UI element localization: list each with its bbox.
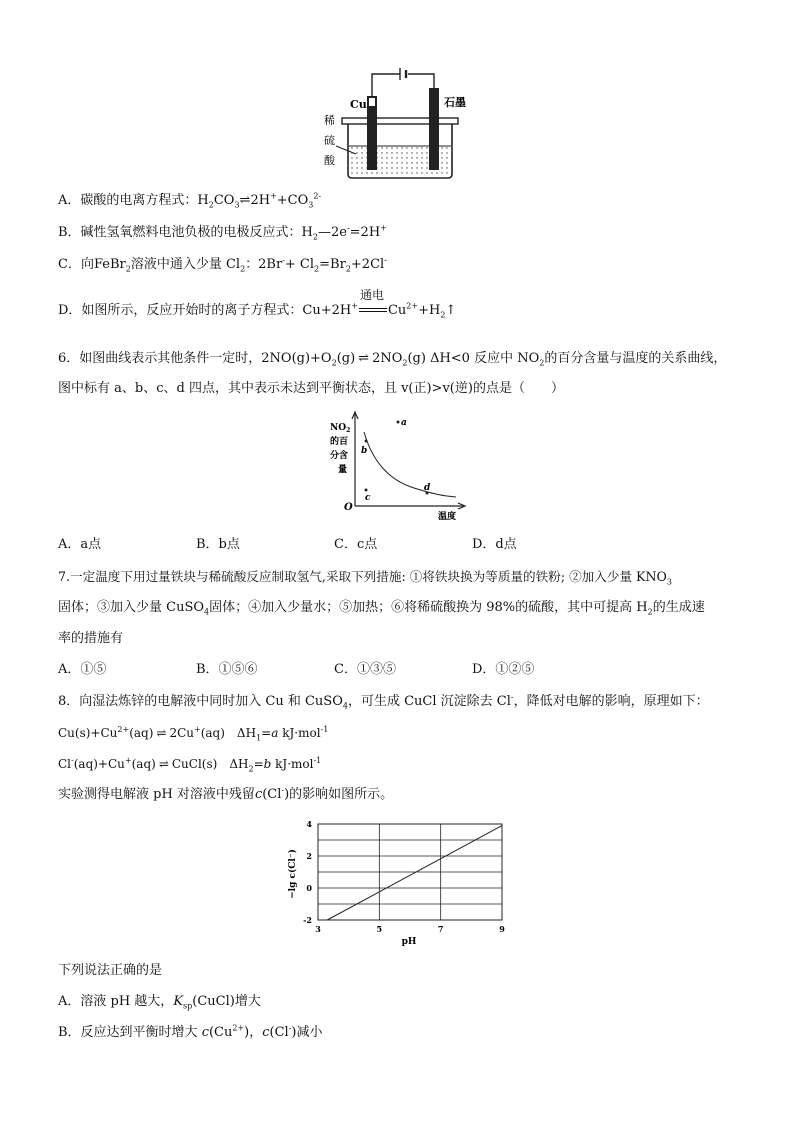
no2-curve (364, 432, 456, 497)
q6-stem-line1: 6．如图曲线表示其他条件一定时，$2NO(g)+O_2(g)$ ⇌ $2NO_2(g)$ ΔH<0 反应中 $NO_2$的百分含量与温度的关系曲线， (58, 351, 727, 368)
q8-stem-line4: 实验测得电解液 pH 对溶液中残留c(Cl-)的影响如图所示。 (58, 785, 394, 802)
q5-option-b: B．碱性氢氧燃料电池负极的电极反应式：$H_2—2e^-=2H^+$ (58, 223, 387, 242)
q7-option-d: D．①②⑤ (472, 662, 535, 677)
x-tick-label: 5 (376, 924, 383, 934)
graphite-label: 石墨 (444, 96, 466, 109)
q6-stem-line2: 图中标有 a、b、c、d 四点，其中表示未达到平衡状态，且 v(正)>v(逆)的点是（ ） (58, 381, 564, 396)
y-tick-label: 2 (306, 851, 312, 861)
q5-option-d: D．如图所示，反应开始时的离子方程式：Cu+2H+ 通电 $Cu^{2+}+H_2↑$ (58, 288, 457, 320)
q6-option-a: A．a点 (58, 537, 102, 552)
point-a-dot (397, 421, 400, 424)
x-tick-label: 7 (437, 924, 444, 934)
graphite-electrode (429, 88, 439, 170)
q7-stem-line3: 率的措施有 (58, 631, 124, 646)
electrolysis-condition: 通电 (358, 302, 388, 320)
chart-xlabel: pH (401, 937, 417, 947)
point-c-label: c (365, 493, 371, 503)
point-b-dot (365, 440, 368, 443)
q7-option-a: A．①⑤ (58, 662, 107, 677)
q7-stem-line1: 7.一定温度下用过量铁块与稀硫酸反应制取氢气,采取下列措施: ①将铁块换为等质量的铁粉; ②加入少量 $KNO_3$ (58, 569, 672, 587)
graph-ylabel-2: 的百 (330, 437, 349, 447)
y-tick-label: 4 (306, 819, 312, 829)
graph-ylabel-1: $NO_2$ (330, 423, 351, 434)
q5-option-c: C．向FeBr$_2$溶液中通入少量 $Cl_2$：$2Br^-+ Cl_2=Br_2+2Cl^-$ (58, 255, 387, 274)
graph-ylabel-4: 量 (338, 465, 348, 475)
q7-option-b: B．①⑤⑥ (196, 662, 258, 677)
q8-equation-2: Cl-(aq)+Cu+(aq) ⇌ CuCl(s) $\Delta H_2=b$ kJ·mol$^{-1}$ (58, 756, 322, 774)
q7-stem-line2: 固体；③加入少量 CuSO$_4$固体；④加入少量水；⑤加热；⑥将稀硫酸换为 98%的硫酸，其中可提高 $H_2$的生成速 (58, 600, 705, 617)
q6-option-c: C．c点 (334, 537, 378, 552)
q8-stem-line1: 8．向湿法炼锌的电解液中同时加入 Cu 和 CuSO$_4$，可生成 CuCl 沉淀除去 Cl-，降低对电解的影响，原理如下： (58, 692, 709, 711)
point-a-label: a (401, 418, 407, 428)
q8-option-b: B．反应达到平衡时增大 $c(Cu^{2+})$，c(Cl-)减小 (58, 1023, 323, 1040)
point-d-label: d (424, 483, 431, 493)
copper-electrode (367, 96, 377, 170)
point-b-label: b (361, 446, 368, 456)
graph-xlabel: 温度 (438, 512, 457, 522)
q6-option-d: D．d点 (472, 537, 517, 552)
point-c-dot (365, 489, 368, 492)
q5-option-a: A．碳酸的电离方程式：$H_2CO_3\rightleftharpoons 2H^++CO_3^{2-}$ (58, 191, 322, 210)
q8-equation-1: $Cu(s)+Cu^{2+}(aq)$ ⇌ 2Cu+(aq) $\Delta H_1=a$ kJ·mol$^{-1}$ (58, 725, 329, 743)
x-tick-label: 9 (499, 924, 505, 934)
acid-label-2: 硫 (324, 134, 335, 147)
q8-question: 下列说法正确的是 (58, 963, 163, 978)
chart-ylabel: −lg c(Cl⁻) (288, 849, 298, 899)
acid-label-3: 酸 (324, 154, 335, 167)
y-tick-label: -2 (303, 915, 312, 925)
y-tick-label: 0 (306, 883, 312, 893)
copper-label: Cu (350, 98, 367, 111)
electrolysis-figure (320, 66, 470, 182)
ph-chloride-chart (282, 816, 512, 948)
q8-option-a: A．溶液 pH 越大，$K_{sp}(CuCl)$增大 (58, 994, 261, 1011)
graph-origin: O (344, 502, 353, 513)
graph-ylabel-3: 分含 (330, 451, 349, 461)
copper-electrode-mark (369, 98, 375, 106)
q7-option-c: C．①③⑤ (334, 662, 396, 677)
no2-temperature-graph (328, 410, 468, 522)
acid-label-1: 稀 (324, 114, 335, 127)
cell-lid (342, 118, 458, 124)
circuit-wire (372, 74, 434, 104)
q6-option-b: B．b点 (196, 537, 240, 552)
x-tick-label: 3 (315, 924, 321, 934)
